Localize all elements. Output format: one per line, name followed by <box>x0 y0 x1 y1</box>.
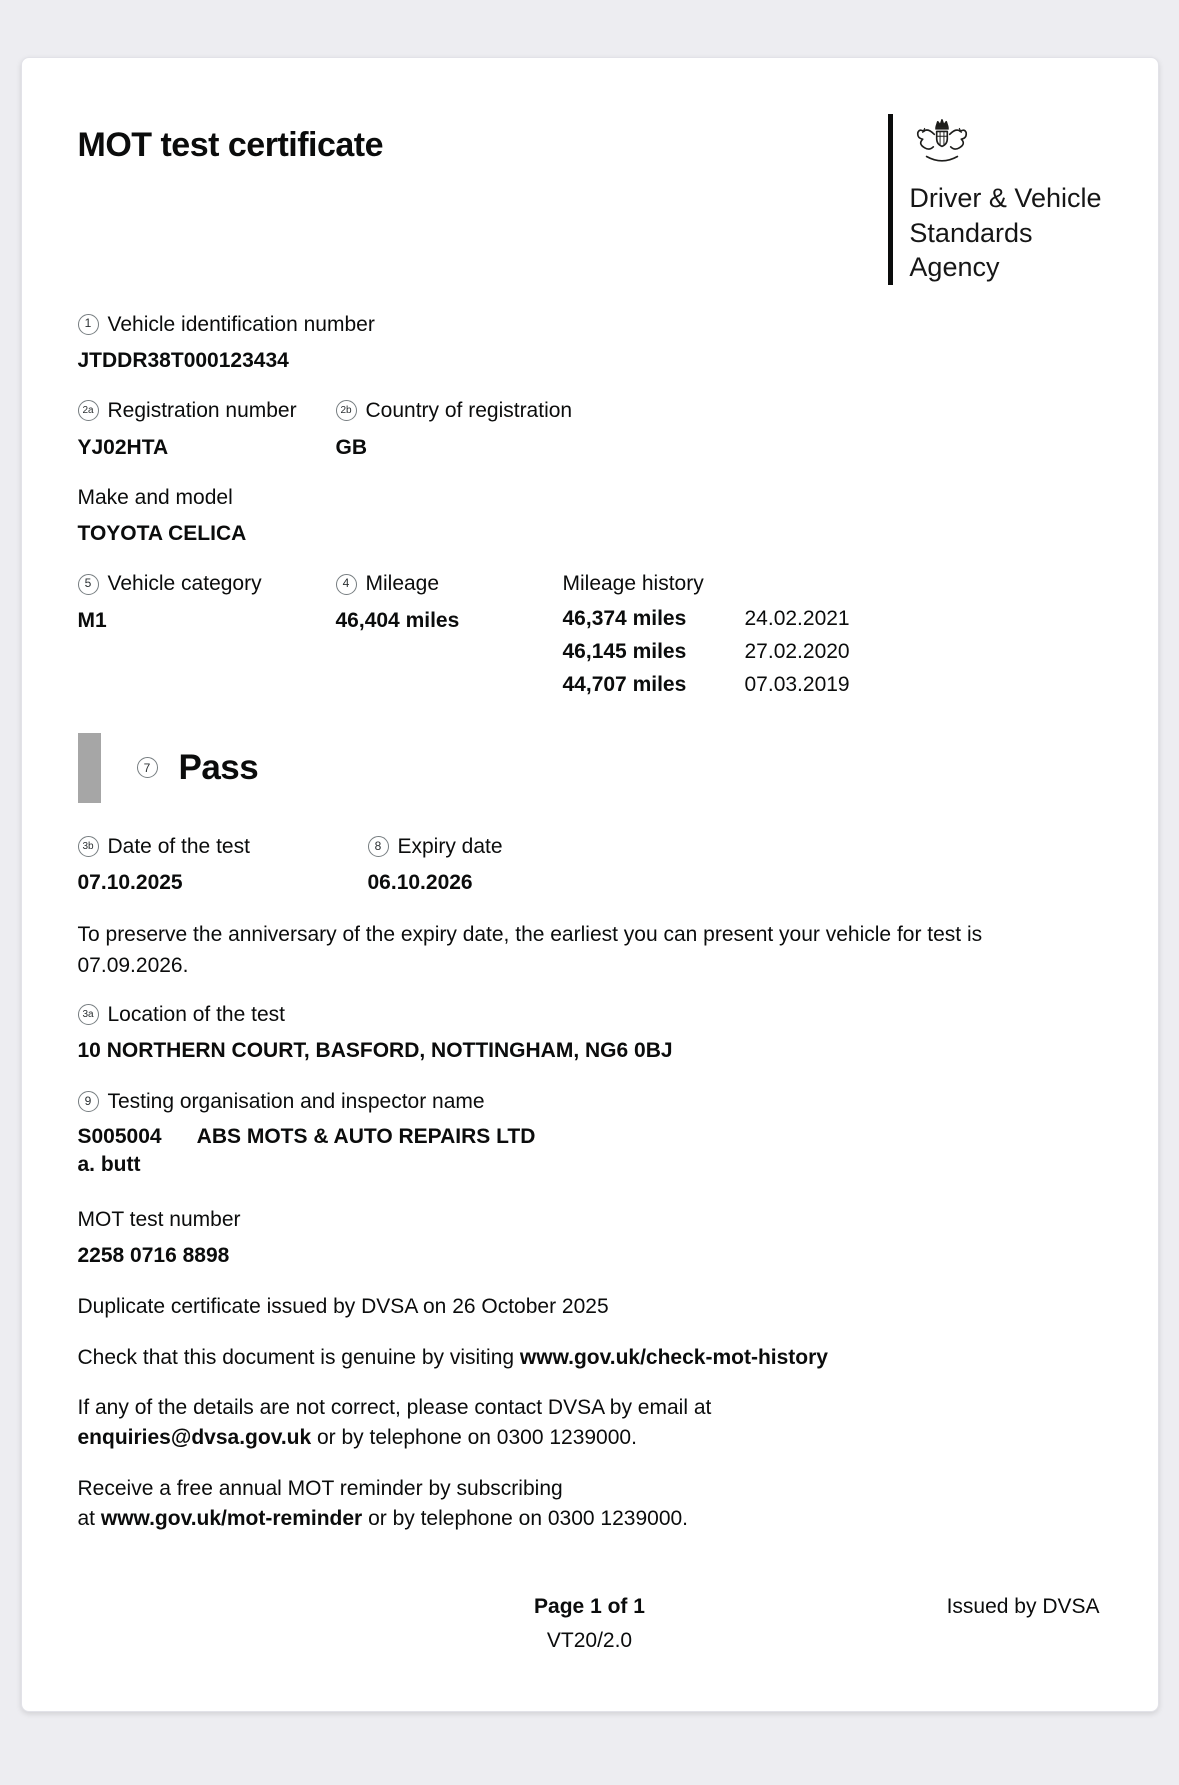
history-miles: 46,145 miles <box>562 639 687 663</box>
testing-org-label: Testing organisation and inspector name <box>107 1089 485 1113</box>
field-expiry-date <box>368 833 1102 897</box>
reminder-text-prefix: at <box>77 1507 101 1531</box>
document-header <box>78 112 1102 285</box>
mileage-value: 46,404 miles <box>335 608 460 632</box>
check-mot-history-link: www.gov.uk/check-mot-history <box>519 1345 828 1369</box>
dvsa-email-link: enquiries@dvsa.gov.uk <box>77 1426 312 1450</box>
agency-name-line1: Driver & Vehicle <box>909 183 1102 213</box>
agency-name-line2: Standards <box>909 217 1033 248</box>
ref-circle-5: 5 <box>78 574 99 595</box>
ref-circle-2a: 2a <box>78 400 99 421</box>
vin-label: Vehicle identification number <box>107 312 375 336</box>
mileage-history-row <box>563 607 1102 631</box>
ref-circle-1: 1 <box>78 314 99 335</box>
page-number: Page 1 of 1 <box>534 1594 645 1618</box>
page-title: MOT test certificate <box>77 126 384 164</box>
field-test-date <box>78 833 368 897</box>
registration-label: Registration number <box>107 399 297 423</box>
testing-org-site-number: S005004 <box>77 1125 162 1149</box>
genuine-check-text: Check that this document is genuine by visiting <box>77 1345 520 1369</box>
location-value: 10 NORTHERN COURT, BASFORD, NOTTINGHAM, NG6 0BJ <box>77 1039 673 1063</box>
mileage-row <box>78 570 1102 696</box>
field-registration <box>78 397 336 461</box>
result-side-bar <box>78 733 101 803</box>
dvsa-logo <box>888 114 1101 285</box>
royal-crest-icon <box>911 116 1101 175</box>
field-country <box>336 397 1102 461</box>
mileage-label: Mileage <box>365 572 440 596</box>
test-result-section <box>78 733 1102 803</box>
issued-by: Issued by DVSA <box>946 1594 1100 1618</box>
mileage-history-row <box>563 673 1102 697</box>
duplicate-note: Duplicate certificate issued by DVSA on 26 October 2025 <box>77 1295 609 1319</box>
history-date: 27.02.2020 <box>744 639 850 663</box>
logo-vertical-bar <box>888 114 893 285</box>
genuine-check-note <box>78 1343 1088 1373</box>
history-date: 07.03.2019 <box>744 672 850 696</box>
reminder-note <box>78 1474 1088 1535</box>
contact-note <box>78 1393 1088 1454</box>
field-test-number <box>78 1206 1102 1270</box>
field-category <box>78 570 336 696</box>
make-model-label: Make and model <box>77 485 233 509</box>
expiry-date-label: Expiry date <box>397 834 503 858</box>
form-number: VT20/2.0 <box>546 1628 633 1652</box>
field-vin <box>78 311 1102 375</box>
ref-circle-7: 7 <box>137 757 158 778</box>
result-value: Pass <box>178 747 259 787</box>
contact-text-suffix: or by telephone on 0300 1239000. <box>311 1426 637 1450</box>
mileage-history-label: Mileage history <box>562 572 704 596</box>
mot-certificate-page <box>21 57 1159 1712</box>
ref-circle-3b: 3b <box>78 836 99 857</box>
expiry-date-value: 06.10.2026 <box>367 871 473 895</box>
page-footer <box>78 1555 1102 1653</box>
field-location <box>78 1001 1102 1065</box>
mileage-history <box>563 570 1102 696</box>
mileage-history-row <box>563 640 1102 664</box>
mot-reminder-link: www.gov.uk/mot-reminder <box>100 1507 363 1531</box>
category-label: Vehicle category <box>107 572 262 596</box>
registration-row <box>78 397 1102 461</box>
field-testing-org <box>78 1088 1102 1179</box>
anniversary-note: To preserve the anniversary of the expiry date, the earliest you can present your vehicle for test is 07.09.2026. <box>77 923 983 977</box>
location-label: Location of the test <box>107 1003 285 1027</box>
reminder-text-line1: Receive a free annual MOT reminder by subscribing <box>77 1476 563 1500</box>
category-value: M1 <box>77 608 107 632</box>
reminder-text-suffix: or by telephone on 0300 1239000. <box>362 1507 689 1531</box>
test-number-value: 2258 0716 8898 <box>77 1243 230 1267</box>
dates-row <box>78 833 1102 897</box>
registration-value: YJ02HTA <box>77 435 169 459</box>
ref-circle-2b: 2b <box>336 400 357 421</box>
testing-org-name: ABS MOTS & AUTO REPAIRS LTD <box>196 1125 536 1149</box>
agency-name-line3: Agency <box>909 252 1000 283</box>
history-miles: 46,374 miles <box>562 606 687 630</box>
country-label: Country of registration <box>365 399 573 423</box>
field-mileage <box>336 570 563 696</box>
test-date-value: 07.10.2025 <box>77 871 183 895</box>
test-number-label: MOT test number <box>77 1207 241 1231</box>
vin-value: JTDDR38T000123434 <box>77 348 289 372</box>
history-date: 24.02.2021 <box>744 606 850 630</box>
ref-circle-4: 4 <box>336 574 357 595</box>
contact-text-line1: If any of the details are not correct, please contact DVSA by email at <box>77 1396 712 1420</box>
field-make-model <box>78 484 1102 548</box>
ref-circle-8: 8 <box>368 836 389 857</box>
history-miles: 44,707 miles <box>562 672 687 696</box>
country-value: GB <box>335 435 367 459</box>
ref-circle-3a: 3a <box>78 1004 99 1025</box>
inspector-name: a. butt <box>77 1153 141 1177</box>
make-model-value: TOYOTA CELICA <box>77 522 247 546</box>
test-date-label: Date of the test <box>107 834 250 858</box>
ref-circle-9: 9 <box>78 1091 99 1112</box>
